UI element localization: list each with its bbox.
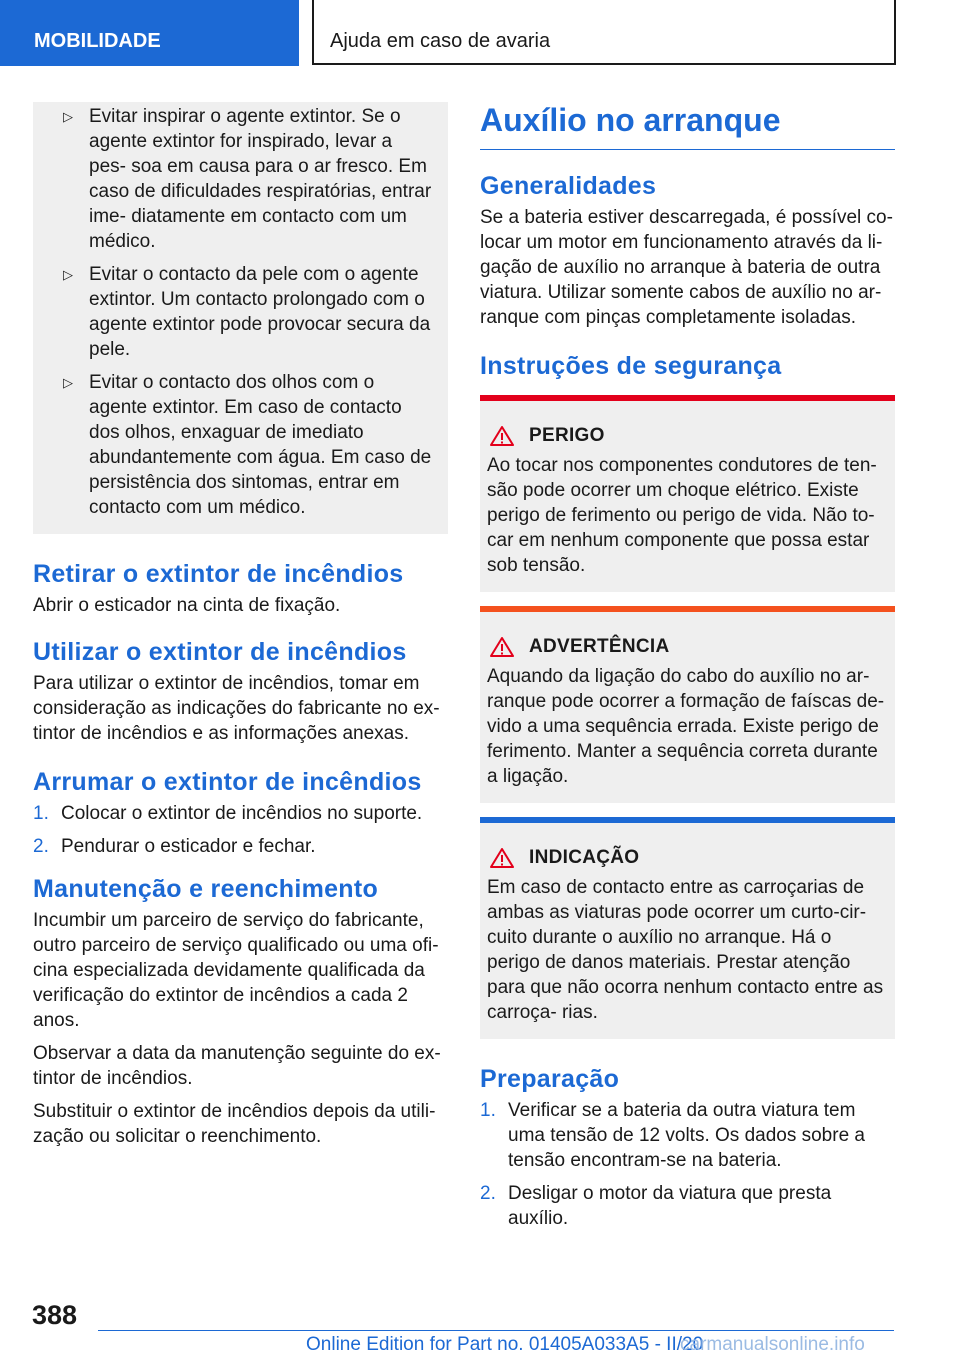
paragraph: Se a bateria estiver descarregada, é possível co- locar um motor em funcionamento através da li- gação de auxílio no arranque à bateria de outra viatura. Utilizar somente cabos de auxílio no ar- ranque com pinças completamente isoladas. <box>480 207 893 328</box>
notice-text: Ao tocar nos componentes condutores de ten- são pode ocorrer um choque elétrico. Existe perigo de ferimento ou perigo de vida. Não to- car em nenhum componente que possa estar sob tensão. <box>487 455 877 576</box>
warning-triangle-icon <box>489 847 515 869</box>
list-item: ▷ Evitar o contacto da pele com o agente extintor. Um contacto prolongado com o agente extintor pode provocar secura da pele. <box>63 264 431 360</box>
page-title: Auxílio no arranque <box>480 102 895 150</box>
list-item: 2. Desligar o motor da viatura que presta auxílio. <box>480 1183 832 1229</box>
footer-divider <box>98 1330 894 1331</box>
info-notice <box>480 817 895 1039</box>
triangle-bullet-icon: ▷ <box>63 109 73 124</box>
section-title: MOBILIDADE <box>34 30 161 52</box>
warning-triangle-icon <box>489 636 515 658</box>
paragraph: Abrir o esticador na cinta de fixação. <box>33 595 341 616</box>
section-heading: Retirar o extintor de incêndios <box>33 560 404 588</box>
left-column <box>33 102 448 1149</box>
danger-notice <box>480 395 895 592</box>
paragraph: Substituir o extintor de incêndios depois da utili- zação ou solicitar o reenchimento. <box>33 1101 436 1147</box>
warning-triangle-icon <box>489 425 515 447</box>
section-heading: Manutenção e reenchimento <box>33 875 379 903</box>
list-item: 2. Pendurar o esticador e fechar. <box>33 836 316 857</box>
page-number: 388 <box>32 1300 78 1330</box>
warning-bullets <box>47 104 434 520</box>
notice-title: PERIGO <box>529 425 605 446</box>
paragraph: Incumbir um parceiro de serviço do fabricante, outro parceiro de serviço qualificado ou uma ofi- cina especializada devidamente qualificada da verificação do extintor de incêndios a cada 2 anos. <box>33 910 439 1031</box>
notice-color-bar <box>480 606 895 612</box>
watermark: carmanualsonline.info <box>680 1334 865 1355</box>
notice-color-bar <box>480 817 895 823</box>
store-steps <box>33 801 448 859</box>
list-item: 1. Verificar se a bateria da outra viatura tem uma tensão de 12 volts. Os dados sobre a tensão encontram-se na bateria. <box>480 1100 865 1171</box>
notice-color-bar <box>480 395 895 401</box>
triangle-bullet-icon: ▷ <box>63 375 73 390</box>
notice-title: INDICAÇÃO <box>529 847 640 868</box>
section-heading: Instruções de segurança <box>480 352 782 380</box>
list-item: 1. Colocar o extintor de incêndios no suporte. <box>33 803 423 824</box>
notice-text: Em caso de contacto entre as carroçarias de ambas as viaturas pode ocorrer um curto-cir- cuito durante o auxílio no arranque. Há o perigo de danos materiais. Prestar atenção para que não ocorra nenhum contacto entre as carroça- rias. <box>487 877 884 1023</box>
edition-info: Online Edition for Part no. 01405A033A5 - II/20 <box>306 1334 704 1355</box>
section-heading: Arrumar o extintor de incêndios <box>33 768 422 796</box>
paragraph: Para utilizar o extintor de incêndios, tomar em consideração as indicações do fabricante no ex- tintor de incêndios e as informações anexas. <box>33 673 440 744</box>
notice-title: ADVERTÊNCIA <box>529 636 670 657</box>
triangle-bullet-icon: ▷ <box>63 267 73 282</box>
prep-steps <box>480 1098 895 1231</box>
paragraph: Observar a data da manutenção seguinte do ex- tintor de incêndios. <box>33 1043 441 1089</box>
section-heading: Generalidades <box>480 172 657 200</box>
right-column <box>480 102 895 1239</box>
warning-notice <box>480 606 895 803</box>
list-item: ▷ Evitar o contacto dos olhos com o agente extintor. Em caso de contacto dos olhos, enxaguar de imediato abundantemente com água. Em caso de persistência dos sintomas, entrar em contacto com um médico. <box>63 372 432 518</box>
section-tab <box>0 0 299 66</box>
section-heading: Preparação <box>480 1065 620 1093</box>
chapter-title: Ajuda em caso de avaria <box>330 30 551 52</box>
chapter-header <box>312 0 896 65</box>
section-heading: Utilizar o extintor de incêndios <box>33 638 407 666</box>
list-item: ▷ Evitar inspirar o agente extintor. Se o agente extintor for inspirado, levar a pes- soa em causa para o ar fresco. Em caso de dificuldades respiratórias, entrar ime- diatamente em contacto com um médico. <box>63 106 432 252</box>
notice-text: Aquando da ligação do cabo do auxílio no ar- ranque pode ocorrer a formação de faíscas de- vido a uma sequência errada. Existe perigo de ferimento. Manter a sequência correta durante a ligação. <box>487 666 885 787</box>
extinguisher-warning-box <box>33 102 448 534</box>
